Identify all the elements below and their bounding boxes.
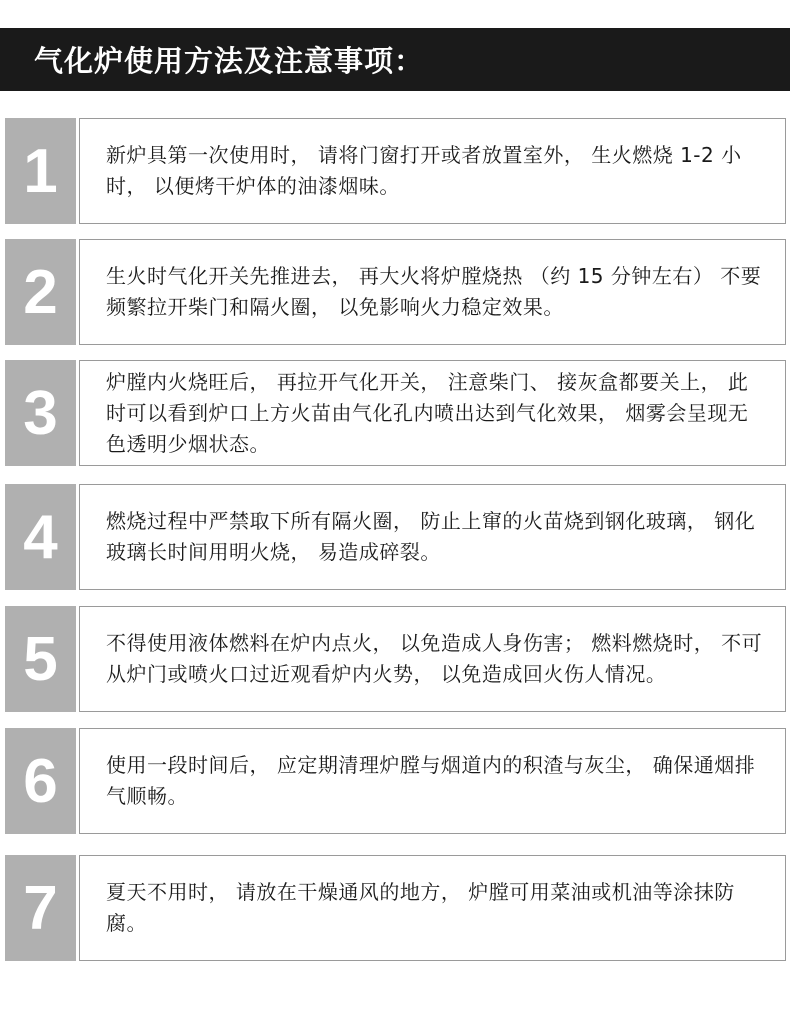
step-text-box bbox=[79, 484, 786, 590]
step-number: 6 bbox=[5, 728, 76, 834]
list-item bbox=[5, 239, 786, 345]
step-text: 炉膛内火烧旺后， 再拉开气化开关， 注意柴门、 接灰盒都要关上， 此时可以看到炉口上方火苗由气化孔内喷出达到气化效果， 烟雾会呈现无色透明少烟状态。 bbox=[106, 369, 749, 456]
step-text: 使用一段时间后， 应定期清理炉膛与烟道内的积渣与灰尘， 确保通烟排气顺畅。 bbox=[106, 753, 756, 808]
step-text: 生火时气化开关先推进去， 再大火将炉膛烧热 （约 15 分钟左右） 不要频繁拉开柴门和隔火圈， 以免影响火力稳定效果。 bbox=[106, 264, 762, 319]
step-text: 燃烧过程中严禁取下所有隔火圈， 防止上窜的火苗烧到钢化玻璃， 钢化玻璃长时间用明火烧， 易造成碎裂。 bbox=[106, 509, 756, 564]
step-number: 2 bbox=[5, 239, 76, 345]
step-number: 1 bbox=[5, 118, 76, 224]
step-number: 4 bbox=[5, 484, 76, 590]
step-text: 不得使用液体燃料在炉内点火， 以免造成人身伤害； 燃料燃烧时， 不可从炉门或喷火口过近观看炉内火势， 以免造成回火伤人情况。 bbox=[106, 631, 763, 686]
step-text-box bbox=[79, 855, 786, 961]
list-item bbox=[5, 360, 786, 466]
list-item bbox=[5, 484, 786, 590]
step-text-box bbox=[79, 606, 786, 712]
page-header bbox=[0, 28, 790, 91]
step-number: 5 bbox=[5, 606, 76, 712]
page-title: 气化炉使用方法及注意事项： bbox=[34, 44, 425, 78]
step-text: 新炉具第一次使用时， 请将门窗打开或者放置室外， 生火燃烧 1-2 小时， 以便烤干炉体的油漆烟味。 bbox=[106, 143, 742, 198]
step-text-box bbox=[79, 118, 786, 224]
step-number: 7 bbox=[5, 855, 76, 961]
list-item bbox=[5, 855, 786, 961]
list-item bbox=[5, 606, 786, 712]
step-text: 夏天不用时， 请放在干燥通风的地方， 炉膛可用菜油或机油等涂抹防腐。 bbox=[106, 880, 735, 935]
list-item bbox=[5, 728, 786, 834]
step-text-box bbox=[79, 239, 786, 345]
step-text-box bbox=[79, 728, 786, 834]
list-item bbox=[5, 118, 786, 224]
step-number: 3 bbox=[5, 360, 76, 466]
step-text-box bbox=[79, 360, 786, 466]
